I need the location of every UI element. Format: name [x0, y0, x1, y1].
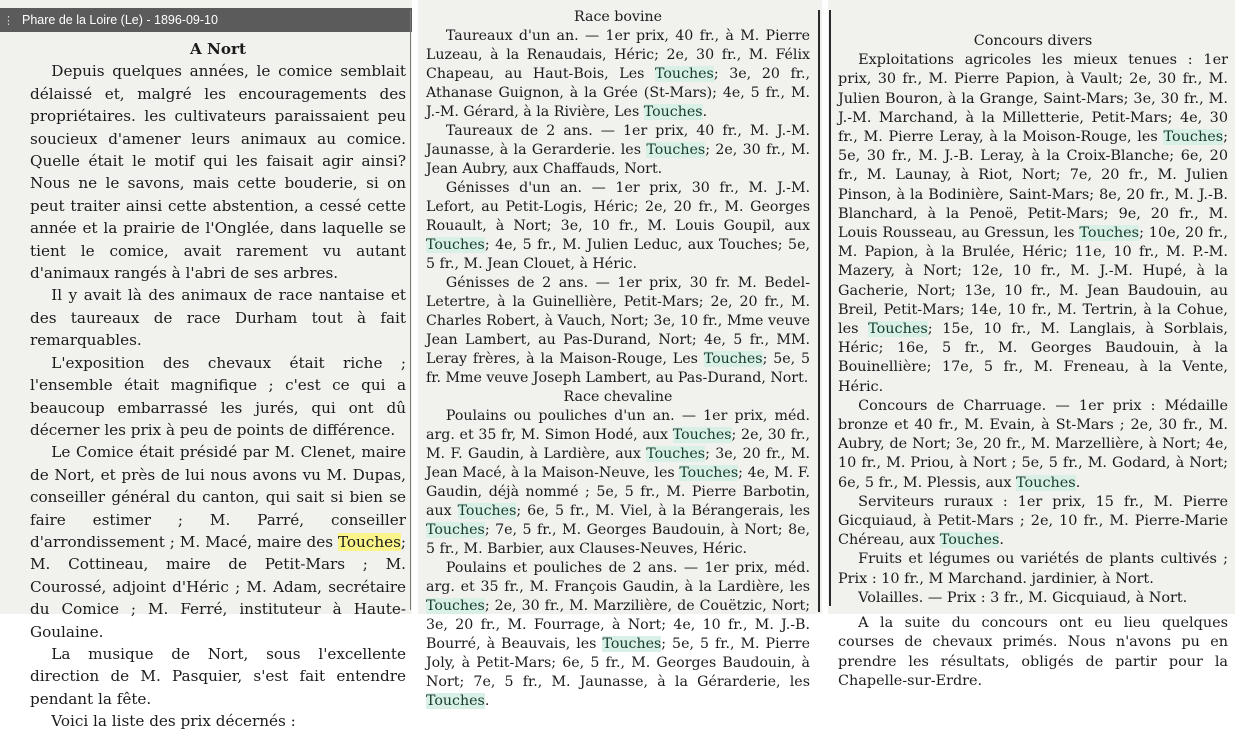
search-highlight: Touches [939, 532, 1000, 549]
text-run: ; 15e, 10 fr., M. Langlais, à Sorblais, Héric; 16e, 5 fr., M. Georges Baudouin, à la Bouinellière; 17e, 5 fr., M. Freneau, à la Vente, Héric. [838, 321, 1229, 395]
article-column-1 [0, 0, 412, 731]
search-highlight: Touches [426, 237, 485, 253]
column-1-text [30, 38, 406, 733]
search-highlight: Touches [426, 598, 485, 614]
paragraph [838, 51, 1228, 397]
text-run: ; 5e, 5 fr. Mme veuve Joseph Lambert, au Pas-Durand, Nort. [426, 351, 810, 386]
text-run: Concours de Charruage. — 1er prix : Médaille bronze et 40 fr., M. Evain, à St-Mars ; 2e, 30 fr., M. Aubry, de Nort; 3e, 20 fr., M. Marzellière, à Nort; 4e, 10 fr., M. Priou, à Nort ; 5e, 5 fr., M. Godard, à Nort; 6e, 5 fr., M. Plessis, aux [838, 397, 1228, 491]
text-run: Exploitations agricoles les mieux tenues : 1er prix, 30 fr., M. Pierre Papion, à Vault; 2e, 30 fr., M. Julien Bouron, à la Grange, Saint-Mars; 3e, 30 fr., M. J.-M. Marchand, à la Milletterie, Petit-Mars; 4e, 30 fr., M. Pierre Leray, à la Moison-Rouge, les [838, 52, 1228, 146]
article-column-2 [418, 0, 822, 709]
search-highlight: Touches [426, 693, 485, 709]
paragraph: Il y avait là des animaux de race nantaise et des taureaux de race Durham tout à fait remarquables. [30, 286, 406, 350]
column-3-text [838, 32, 1228, 691]
text-run: Le Comice était présidé par M. Clenet, maire de Nort, et près de lui nous avons vu M. Dupas, conseiller général du canton, qui sait si bien se faire estimer ; M. Parré, conseiller d'arrondissement ; M. Macé, maire des [30, 443, 406, 551]
search-highlight: Touches [426, 522, 485, 538]
text-run: ; 4e, M. F. Gaudin, déjà nommé ; 5e, 5 fr., M. Pierre Barbotin, aux [426, 465, 810, 519]
text-run: ; 6e, 5 fr., M. Viel, à la Bérangerais, les [516, 503, 811, 519]
search-highlight: Touches [1079, 225, 1140, 242]
paragraph [426, 407, 810, 559]
search-highlight: Touches [602, 636, 662, 652]
search-highlight: Touches [646, 142, 706, 158]
text-run: ; 7e, 5 fr., M. Georges Baudouin, à Nort; 8e, 5 fr., M. Barbier, aux Clauses-Neuves, Héric. [426, 522, 810, 557]
paragraph: Depuis quelques années, le comice semblait délaissé et, malgré les encouragements des propriétaires. les cultivateurs paraissaient peu soucieux d'amener leurs animaux au comice. Quelle était le motif qui les faisait agir ainsi? Nous ne le savons, mais cette bouderie, si on peut traiter ainsi cette abstention, a cessé cette année et la prairie de l'Onglée, dans laquelle se tient le comice, avait rarement vu autant d'animaux rangés à l'abri de ses arbres. [30, 62, 406, 283]
search-highlight: Touches [643, 104, 703, 120]
text-run: ; 3e, 20 fr., Athanase Guignon, à la Grée (St-Mars); 4e, 5 fr., M. J.-M. Gérard, à la Rivière, Les [426, 66, 810, 120]
column-divider [410, 10, 411, 610]
paragraph [426, 274, 810, 388]
text-run: . [702, 104, 708, 120]
search-highlight: Touches [679, 465, 739, 481]
text-run: ; M. Cottineau, maire de Petit-Mars ; M. Courossé, adjoint d'Héric ; M. Adam, secrétaire du Comice ; M. Ferré, instituteur à Haute-Goulaine. [30, 532, 407, 641]
paragraph [838, 397, 1228, 493]
text-run: ; 3e, 20 fr., M. Jean Macé, à la Maison-Neuve, les [426, 446, 810, 481]
search-highlight: Touches [646, 446, 706, 462]
text-run: Taureaux de 2 ans. — 1er prix, 40 fr., M. J.-M. Jaunasse, à la Gerarderie. les [426, 123, 810, 158]
paragraph: L'exposition des chevaux était riche ; l'ensemble était magnifique ; c'est ce qui a beaucoup embarrassé les jurés, qui ont dû décerner les prix à peu de points de différence. [30, 353, 406, 439]
article-column-3 [828, 0, 1235, 689]
source-label: Phare de la Loire (Le) - 1896-09-10 [22, 13, 218, 27]
text-run: ; 2e, 30 fr., M. Marzilière, de Couëtzic, Nort; 3e, 20 fr., M. Fourrage, à Nort; 4e, 10 fr., M. J.-B. Bourré, à Beauvais, les [426, 598, 810, 652]
text-run: Serviteurs ruraux : 1er prix, 15 fr., M. Pierre Gicquiaud, à Petit-Mars ; 2e, 10 fr., M. Pierre-Marie Chéreau, aux [838, 493, 1228, 549]
search-highlight: Touches [655, 66, 714, 82]
paragraph: Volailles. — Prix : 3 fr., M. Gicquiaud, à Nort. [858, 589, 1188, 606]
search-highlight: Touches [672, 427, 732, 443]
text-run: Génisses de 2 ans. — 1er prix, 30 fr. M. Bedel-Letertre, à la Guinellière, Petit-Mars; 2e, 20 fr., M. Charles Robert, à Vauch, Nort; 3e, 10 fr., Mme veuve Jean Lambert, au Pas-Durand, Nort; 4e, 5 fr., MM. Leray frères, à la Maison-Rouge, Les [426, 275, 810, 367]
text-run: Poulains et pouliches de 2 ans. — 1er prix, méd. arg. et 35 fr., M. François Gaudin, à la Lardière, les [426, 560, 810, 595]
section-heading: Race bovine [573, 9, 663, 25]
search-highlight: Touches [1016, 474, 1076, 491]
paragraph [426, 559, 810, 711]
text-run: ; 2e, 30 fr., M. Jean Aubry, aux Chaffauds, Nort. [426, 142, 810, 177]
column-2-text [426, 8, 810, 711]
text-run: ; 5e, 5 fr., M. Pierre Joly, à Petit-Mars; 6e, 5 fr., M. Georges Baudouin, à Nort; 7e, 5 fr., M. Jaunasse, à la Gérarderie, les [426, 636, 810, 690]
paragraph [30, 441, 406, 643]
paragraph [426, 122, 810, 179]
text-run: . [999, 532, 1004, 549]
search-highlight: Touches [457, 503, 517, 519]
paragraph: La musique de Nort, sous l'excellente direction de M. Pasquier, s'est fait entendre pendant la fête. [30, 644, 406, 708]
search-highlight: Touches [868, 321, 928, 338]
search-highlight: Touches [703, 351, 763, 367]
paragraph: A la suite du concours ont eu lieu quelques courses de chevaux primés. Nous n'avons pu en prendre les résultats, obligés de partir pour la Chapelle-sur-Erdre. [838, 615, 1228, 689]
text-run: Poulains ou pouliches d'un an. — 1er prix, méd. arg. et 35 fr, M. Simon Hodé, aux [426, 408, 810, 443]
text-run: . [484, 693, 490, 709]
text-run: ; 5e, 30 fr., M. J.-B. Leray, à la Croix-Blanche; 6e, 20 fr., M. Launay, à Riot, Nort; 7e, 20 fr., M. Julien Pinson, à la Bodinière, Saint-Mars; 8e, 20 fr., M. J.-B. Blanchard, à la Penoë, Petit-Mars; 9e, 20 fr., M. Louis Rousseau, au Gressun, les [838, 129, 1228, 242]
text-run: ; 2e, 30 fr., M. F. Gaudin, à Lardière, aux [426, 427, 810, 462]
text-run: ; 4e, 5 fr., M. Julien Leduc, aux Touches; 5e, 5 fr., M. Jean Clouet, à Héric. [426, 237, 810, 272]
source-title-bar [0, 8, 412, 32]
section-heading: A Nort [189, 40, 247, 58]
column-divider [818, 10, 820, 612]
column-divider [829, 10, 831, 606]
text-run: Taureaux d'un an. — 1er prix, 40 fr., à M. Pierre Luzeau, à la Renaudais, Héric; 2e, 30 fr., M. Félix Chapeau, au Haut-Bois, Les [426, 28, 810, 82]
paragraph [426, 179, 810, 274]
text-run: ; 10e, 20 fr., M. Papion, à la Brulée, Héric; 11e, 10 fr., M. P.-M. Mazery, à Nort; 12e, 10 fr., M. J.-M. Hupé, à la Gacherie, Nort; 13e, 10 fr., M. Jean Baudouin, au Breil, Petit-Mars; 14e, 10 fr., M. Tertrin, à la Cohue, les [838, 225, 1229, 338]
section-heading: Race chevaline [563, 389, 673, 405]
paragraph [426, 27, 810, 122]
paragraph [838, 493, 1228, 551]
paragraph: Voici la liste des prix décernés : [51, 712, 296, 731]
menu-dots-icon[interactable]: ⋮ [3, 14, 14, 27]
section-heading: Concours divers [973, 33, 1093, 49]
search-highlight: Touches [1163, 129, 1224, 146]
text-run: Génisses d'un an. — 1er prix, 30 fr., M. J.-M. Lefort, au Petit-Logis, Héric; 2e, 20 fr., M. Georges Rouault, à Nort; 3e, 10 fr., M. Louis Goupil, aux [426, 180, 810, 234]
search-highlight: Touches [337, 532, 401, 551]
text-run: . [1075, 474, 1081, 491]
paragraph: Fruits et légumes ou variétés de plants cultivés ; Prix : 10 fr., M Marchand. jardinier, à Nort. [838, 551, 1228, 587]
